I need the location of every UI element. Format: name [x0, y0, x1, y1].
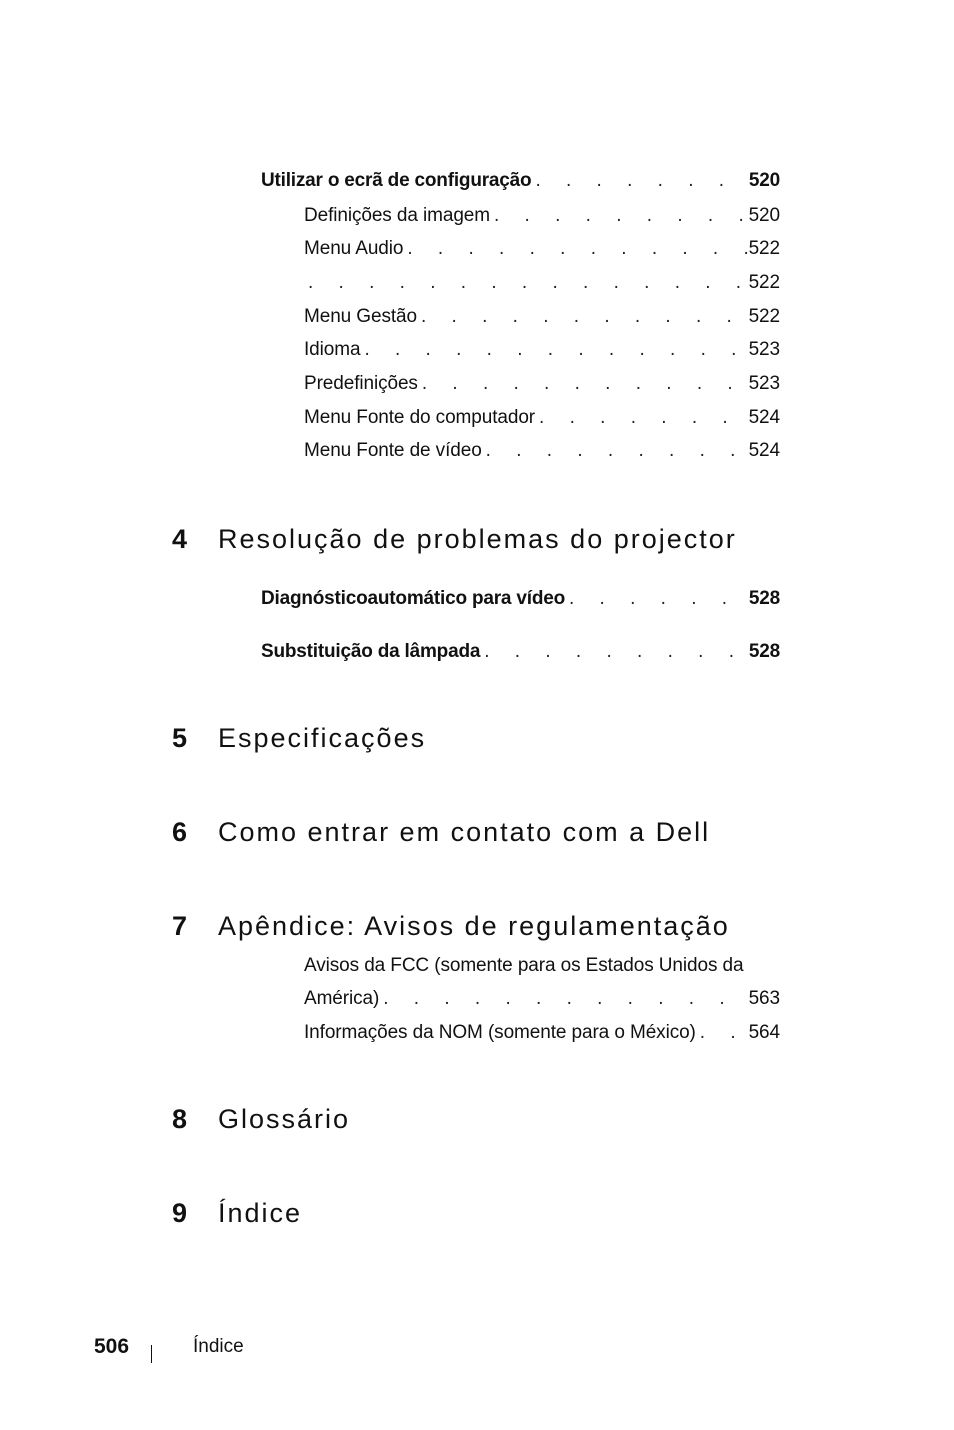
chapter-number: 4	[172, 524, 188, 554]
toc-page-number: 522	[748, 306, 780, 327]
toc-chapter-9[interactable]	[172, 1198, 302, 1229]
toc-chapter-5[interactable]	[172, 723, 426, 754]
toc-item-menu-gestao[interactable]	[304, 305, 780, 331]
toc-leader-dots	[490, 204, 749, 228]
toc-leader-dots	[360, 338, 748, 362]
toc-item-title: Informações da NOM (somente para o México)	[304, 1022, 696, 1043]
chapter-number: 9	[172, 1198, 188, 1228]
chapter-title: Especificações	[218, 723, 427, 753]
footer-page-number: 506	[94, 1335, 130, 1358]
toc-item-title: Menu Fonte de vídeo	[304, 440, 482, 461]
toc-section-diagnostico[interactable]	[261, 587, 780, 613]
toc-item-menu-fonte-computador[interactable]	[304, 406, 780, 432]
toc-leader-dots	[696, 1021, 749, 1045]
toc-item-fcc[interactable]	[304, 987, 780, 1013]
footer-section-label: Índice	[193, 1336, 244, 1357]
toc-item-menu-fonte-video[interactable]	[304, 439, 780, 465]
toc-page-number: 524	[748, 440, 780, 461]
toc-item-title: Menu Audio	[304, 238, 404, 259]
toc-section-utilizar-ecra[interactable]	[261, 169, 780, 195]
toc-leader-dots	[535, 406, 749, 430]
toc-page-number: 528	[748, 641, 780, 662]
toc-leader-dots	[418, 372, 749, 396]
toc-chapter-4[interactable]	[172, 524, 737, 555]
chapter-title: Índice	[218, 1198, 303, 1228]
toc-item-fcc-line1[interactable]: Avisos da FCC (somente para os Estados Unidos da	[304, 955, 744, 976]
toc-page-number: 522	[748, 272, 780, 293]
chapter-number: 5	[172, 723, 188, 753]
toc-item-title: América)	[304, 988, 380, 1009]
toc-page-number: 523	[748, 373, 780, 394]
chapter-title: Apêndice: Avisos de regulamentação	[218, 911, 730, 941]
toc-item-menu-audio[interactable]	[304, 237, 780, 263]
toc-chapter-6[interactable]	[172, 817, 710, 848]
toc-chapter-8[interactable]	[172, 1104, 350, 1135]
chapter-title: Glossário	[218, 1104, 351, 1134]
toc-item-predefinicoes[interactable]	[304, 372, 780, 398]
toc-leader-dots	[417, 305, 749, 329]
toc-leader-dots	[482, 439, 749, 463]
toc-leader-dots	[403, 237, 748, 261]
toc-leader-dots	[565, 587, 749, 611]
toc-item-title: Definições da imagem	[304, 205, 490, 226]
toc-item-title: Menu Fonte do computador	[304, 407, 536, 428]
toc-item-title: Idioma	[304, 339, 361, 360]
toc-item-nom[interactable]	[304, 1021, 780, 1047]
toc-section-substituicao-lampada[interactable]	[261, 640, 780, 666]
chapter-title: Resolução de problemas do projector	[218, 524, 737, 554]
toc-page-number: 528	[748, 588, 780, 609]
chapter-title: Como entrar em contato com a Dell	[218, 817, 711, 847]
toc-page-number: 520	[748, 170, 780, 191]
toc-leader-dots	[379, 987, 748, 1011]
toc-page-number: 524	[748, 407, 780, 428]
toc-item-untitled[interactable]	[304, 271, 780, 297]
toc-section-title: Utilizar o ecrã de configuração	[261, 170, 532, 191]
toc-leader-dots	[304, 271, 749, 295]
footer-divider	[151, 1345, 152, 1363]
toc-page-number: 523	[748, 339, 780, 360]
chapter-number: 6	[172, 817, 188, 847]
toc-item-definicoes-imagem[interactable]	[304, 204, 780, 230]
toc-page-number: 520	[748, 205, 780, 226]
toc-section-title: Substituição da lâmpada	[261, 641, 481, 662]
chapter-number: 8	[172, 1104, 188, 1134]
chapter-number: 7	[172, 911, 188, 941]
toc-chapter-7[interactable]	[172, 911, 730, 942]
toc-item-title: Menu Gestão	[304, 306, 417, 327]
toc-page-number: 563	[748, 988, 780, 1009]
toc-item-title: Predefinições	[304, 373, 418, 394]
toc-page-number: 522	[748, 238, 780, 259]
toc-leader-dots	[480, 640, 749, 664]
toc-leader-dots	[531, 169, 748, 193]
toc-section-title: Diagnósticoautomático para vídeo	[261, 588, 565, 609]
toc-item-idioma[interactable]	[304, 338, 780, 364]
toc-page-number: 564	[748, 1022, 780, 1043]
